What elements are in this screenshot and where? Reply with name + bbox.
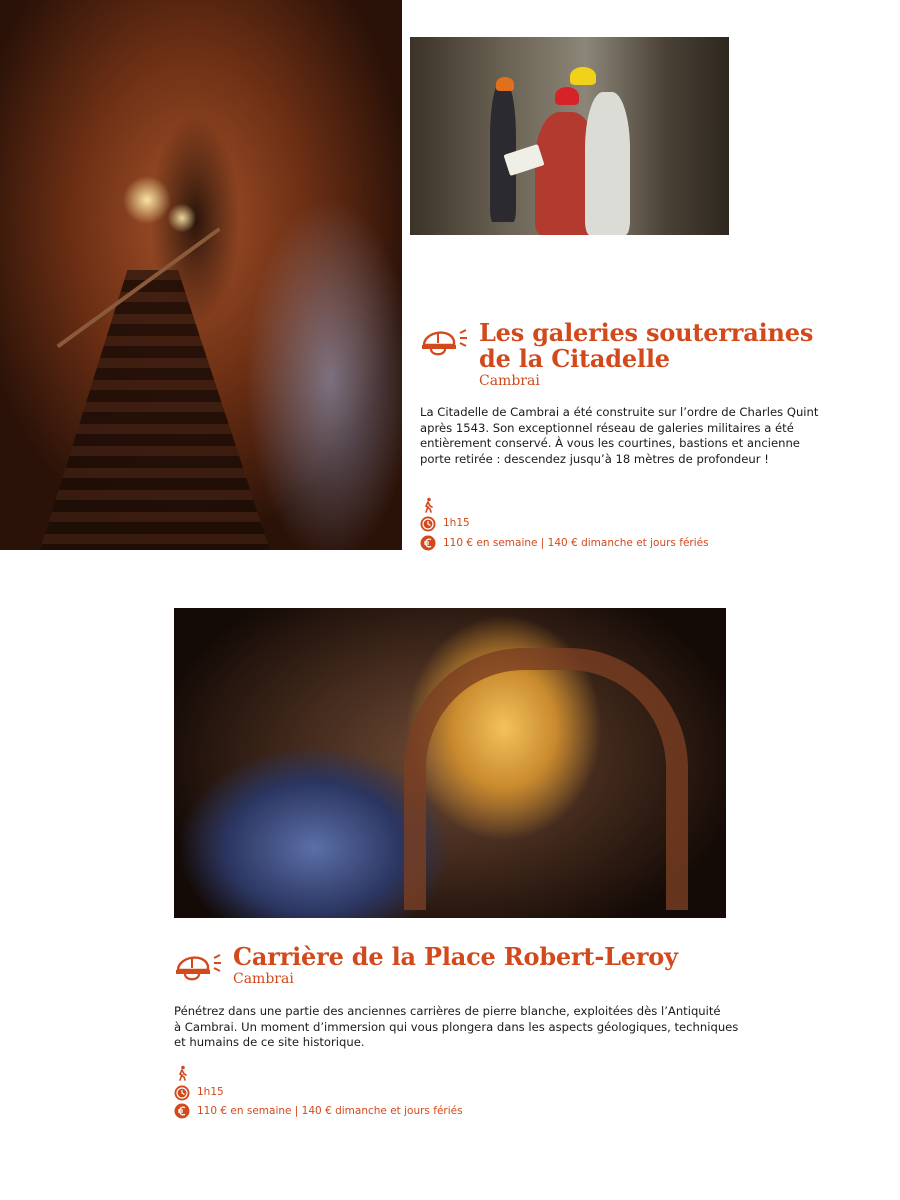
orange-helmet (496, 77, 514, 91)
description-line: et humains de ce site historique. (174, 1035, 365, 1049)
euro-icon (174, 1103, 190, 1119)
section2-description (174, 1004, 874, 1051)
walking-person-icon (420, 497, 436, 513)
description-line: à Cambrai. Un moment d’immersion qui vous plongera dans les aspects géologiques, techniques (174, 1019, 739, 1034)
description-line: Pénétrez dans une partie des anciennes carrières de pierre blanche, exploitées dès l’Antiquité (174, 1004, 721, 1018)
section1-title-line2: de la Citadelle (479, 344, 670, 373)
stairs-shape (40, 270, 270, 550)
section2-duration: 1h15 (197, 1086, 224, 1098)
description-line: La Citadelle de Cambrai a été construite sur l’ordre de Charles Quint (420, 405, 819, 419)
visitors-with-helmets-photo (410, 37, 729, 235)
helmet-guide-icon (174, 948, 222, 984)
section1-duration: 1h15 (443, 517, 470, 529)
section2-price: 110 € en semaine | 140 € dimanche et jours fériés (197, 1105, 463, 1117)
description-line: entièrement conservé. À vous les courtines, bastions et ancienne (420, 436, 800, 450)
section2-location: Cambrai (233, 971, 294, 987)
section1-title-line1: Les galeries souterraines (479, 318, 814, 347)
red-helmet (555, 87, 579, 105)
helmet-guide-icon (420, 323, 468, 359)
section2-title: Carrière de la Place Robert-Leroy (233, 942, 678, 971)
clock-icon (174, 1085, 190, 1101)
walking-person-icon (174, 1065, 190, 1081)
section1-description (420, 405, 890, 467)
clock-icon (420, 516, 436, 532)
brick-arch-shape (404, 648, 688, 910)
visitor-figure (585, 92, 630, 235)
description-line: après 1543. Son exceptionnel réseau de galeries militaires a été (420, 420, 794, 435)
section1-price: 110 € en semaine | 140 € dimanche et jours fériés (443, 537, 709, 549)
section1-location: Cambrai (479, 373, 540, 389)
yellow-helmet (570, 67, 596, 85)
lit-quarry-arch-photo (174, 608, 726, 918)
description-line: porte retirée : descendez jusqu’à 18 mètres de profondeur ! (420, 451, 769, 466)
euro-icon (420, 535, 436, 551)
tunnel-staircase-photo (0, 0, 402, 550)
